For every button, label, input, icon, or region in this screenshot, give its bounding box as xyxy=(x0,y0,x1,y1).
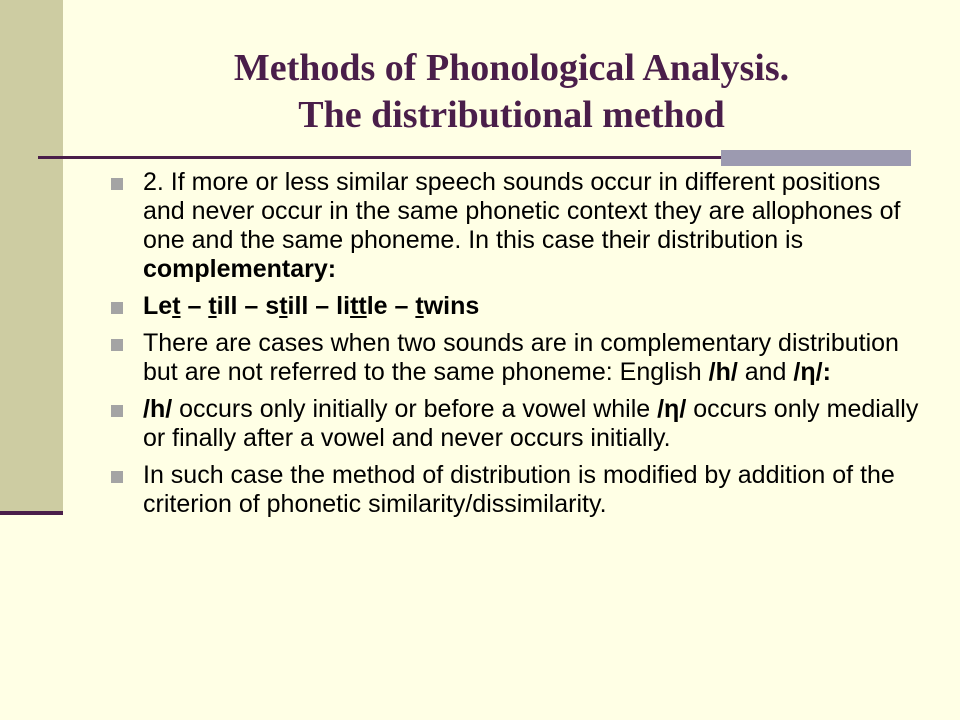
bullet-item-1 xyxy=(105,168,925,284)
square-bullet-icon xyxy=(111,178,123,190)
square-bullet-icon xyxy=(111,302,123,314)
bullet-1-bold: complementary: xyxy=(143,255,337,283)
bullet-item-2 xyxy=(105,292,925,321)
bullet-3-and: and xyxy=(737,358,794,386)
title-line-1: Methods of Phonological Analysis. xyxy=(233,47,790,89)
slide-title xyxy=(63,45,960,139)
bullet-item-5 xyxy=(105,461,925,519)
bullet-1-text: 2. If more or less similar speech sounds occur in different positions and never occur in the same phonetic context they are allophones of one and the same phoneme. In this case their distribution is xyxy=(143,168,901,254)
phoneme-eta: /η/: xyxy=(793,358,831,386)
bullet-5-text: In such case the method of distribution is modified by addition of the criterion of phonetic similarity/dissimilarity. xyxy=(143,461,895,518)
bullet-list xyxy=(105,168,925,527)
phoneme-h: /h/ xyxy=(708,358,738,386)
word-little: little xyxy=(336,292,388,320)
square-bullet-icon xyxy=(111,471,123,483)
sidebar-bottom-rule xyxy=(0,511,63,515)
dash-separator: – xyxy=(387,292,416,320)
word-twins: twins xyxy=(415,292,480,320)
bullet-item-4 xyxy=(105,395,925,453)
dash-separator: – xyxy=(237,292,266,320)
dash-separator: – xyxy=(180,292,209,320)
square-bullet-icon xyxy=(111,405,123,417)
dash-separator: – xyxy=(308,292,337,320)
word-till: till xyxy=(208,292,238,320)
bullet-3-text: There are cases when two sounds are in complementary distribution but are not referred to the same phoneme: English xyxy=(143,329,899,386)
left-sidebar-band xyxy=(0,0,63,513)
bullet-4-text-1: occurs only initially or before a vowel while xyxy=(172,395,658,423)
word-still: still xyxy=(265,292,309,320)
bullet-item-3 xyxy=(105,329,925,387)
phoneme-h: /h/ xyxy=(143,395,173,423)
word-let: Let xyxy=(143,292,181,320)
title-line-2: The distributional method xyxy=(298,94,725,136)
square-bullet-icon xyxy=(111,339,123,351)
phoneme-eta: /η/ xyxy=(657,395,687,423)
bullet-4-text-2: occurs only medially or finally after a vowel and never occurs initially. xyxy=(143,395,919,452)
title-accent-bar xyxy=(721,150,911,166)
